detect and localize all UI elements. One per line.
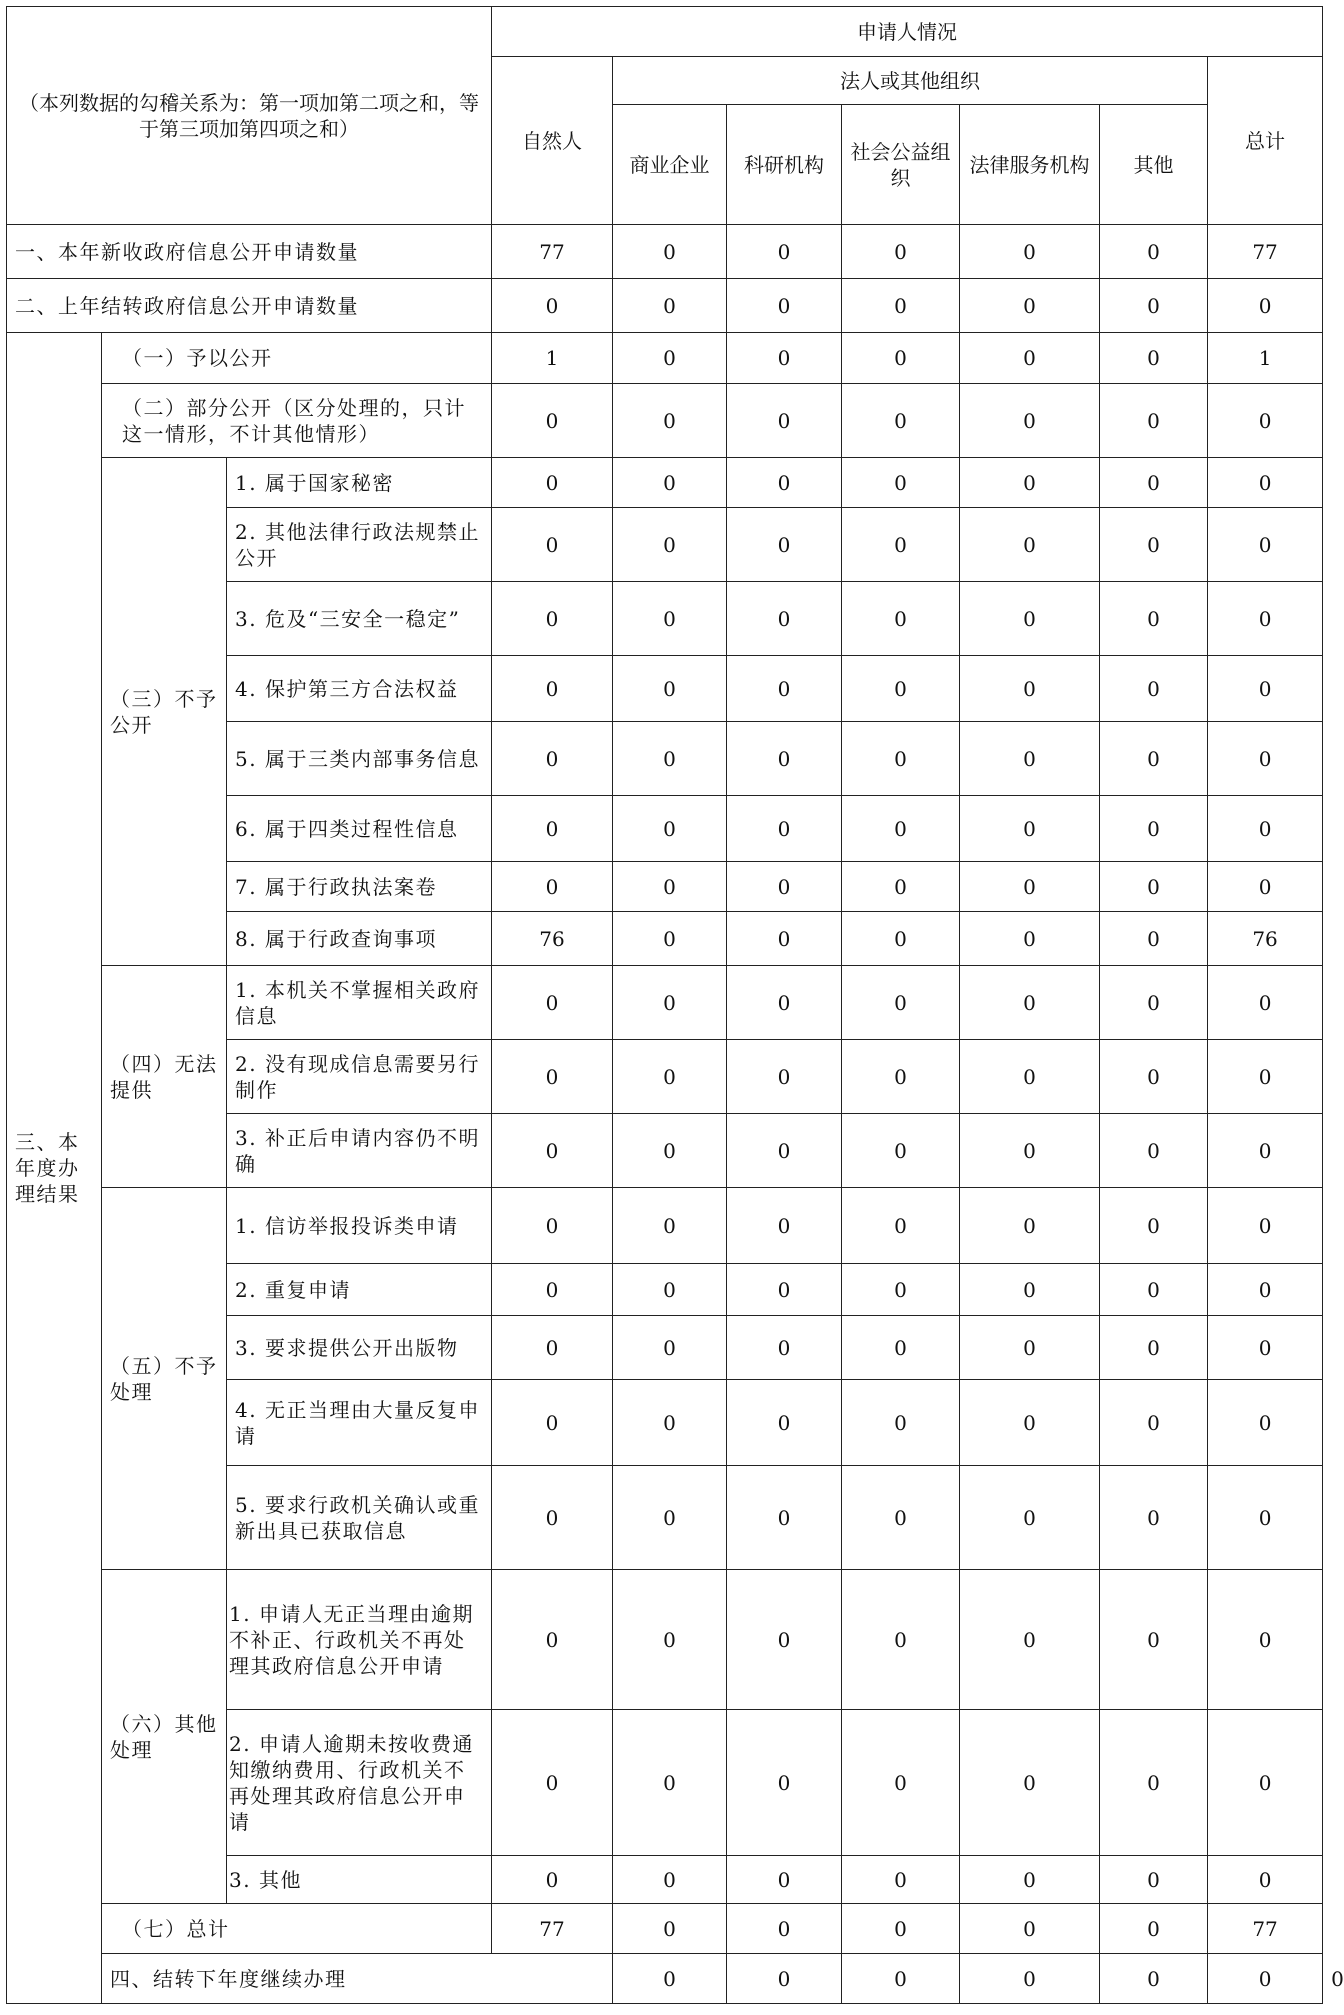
value-cell: 0 (727, 912, 842, 966)
value-cell: 0 (727, 458, 842, 508)
row-label: （一）予以公开 (102, 333, 492, 384)
value-cell: 0 (1100, 796, 1208, 862)
row-label: 2. 没有现成信息需要另行制作 (227, 1040, 492, 1114)
value-cell: 0 (492, 1570, 613, 1710)
row-label: 四、结转下年度继续办理 (102, 1954, 613, 2004)
value-cell: 0 (960, 722, 1100, 796)
value-cell: 0 (842, 225, 960, 279)
value-cell: 0 (727, 966, 842, 1040)
row-label: 2. 重复申请 (227, 1264, 492, 1316)
value-cell: 0 (613, 1856, 727, 1904)
value-cell: 77 (492, 1904, 613, 1954)
value-cell: 0 (1208, 1856, 1323, 1904)
value-cell: 0 (1100, 722, 1208, 796)
value-cell: 0 (960, 1188, 1100, 1264)
value-cell: 0 (842, 458, 960, 508)
header-commercial: 商业企业 (613, 105, 727, 225)
value-cell: 0 (960, 1570, 1100, 1710)
value-cell: 0 (613, 1380, 727, 1466)
value-cell: 0 (1100, 966, 1208, 1040)
value-cell: 0 (1100, 279, 1208, 333)
value-cell: 0 (1208, 508, 1323, 582)
value-cell: 0 (1100, 1114, 1208, 1188)
table-row (7, 333, 1323, 384)
row-label: 1. 信访举报投诉类申请 (227, 1188, 492, 1264)
value-cell: 0 (613, 333, 727, 384)
value-cell: 0 (1208, 1710, 1323, 1856)
value-cell: 0 (842, 582, 960, 656)
header-research: 科研机构 (727, 105, 842, 225)
value-cell: 0 (842, 333, 960, 384)
group-annual-result: 三、本年度办理结果 (7, 333, 102, 2004)
group-cannot-provide: （四）无法提供 (102, 966, 227, 1188)
value-cell: 0 (960, 966, 1100, 1040)
value-cell: 0 (1208, 1040, 1323, 1114)
value-cell: 0 (1100, 1380, 1208, 1466)
value-cell: 0 (613, 1710, 727, 1856)
value-cell: 0 (1208, 862, 1323, 912)
value-cell: 0 (492, 1710, 613, 1856)
value-cell: 0 (1208, 656, 1323, 722)
value-cell: 0 (613, 458, 727, 508)
value-cell: 77 (1208, 1904, 1323, 1954)
value-cell: 0 (842, 1264, 960, 1316)
value-cell: 0 (727, 384, 842, 458)
value-cell: 0 (842, 1114, 960, 1188)
value-cell: 0 (1100, 384, 1208, 458)
value-cell: 0 (842, 1710, 960, 1856)
value-cell: 0 (1208, 722, 1323, 796)
value-cell: 0 (727, 1904, 842, 1954)
value-cell: 0 (613, 656, 727, 722)
value-cell: 0 (492, 1040, 613, 1114)
value-cell: 0 (1208, 1466, 1323, 1570)
value-cell: 0 (1208, 1380, 1323, 1466)
value-cell: 0 (842, 1466, 960, 1570)
value-cell: 0 (613, 966, 727, 1040)
value-cell: 0 (613, 1188, 727, 1264)
value-cell: 0 (492, 508, 613, 582)
value-cell: 0 (1100, 656, 1208, 722)
value-cell: 0 (727, 225, 842, 279)
table-row (7, 1904, 1323, 1954)
value-cell: 0 (492, 1264, 613, 1316)
value-cell: 0 (727, 333, 842, 384)
value-cell: 0 (1208, 1570, 1323, 1710)
row-label: 一、本年新收政府信息公开申请数量 (7, 225, 492, 279)
value-cell: 0 (1100, 582, 1208, 656)
value-cell: 0 (960, 862, 1100, 912)
value-cell: 0 (727, 1954, 842, 2004)
table-row (7, 225, 1323, 279)
value-cell: 0 (492, 966, 613, 1040)
value-cell: 0 (842, 1188, 960, 1264)
value-cell: 0 (960, 1954, 1100, 2004)
value-cell: 0 (960, 1904, 1100, 1954)
value-cell: 0 (613, 1114, 727, 1188)
value-cell: 0 (842, 862, 960, 912)
header-row-1 (7, 7, 1323, 57)
value-cell: 0 (842, 722, 960, 796)
value-cell: 0 (842, 1380, 960, 1466)
value-cell: 0 (1100, 1954, 1208, 2004)
value-cell: 0 (492, 1188, 613, 1264)
value-cell: 0 (613, 1904, 727, 1954)
value-cell: 0 (842, 1570, 960, 1710)
group-not-disclosed: （三）不予公开 (102, 458, 227, 966)
value-cell: 0 (613, 862, 727, 912)
value-cell: 0 (492, 722, 613, 796)
value-cell: 77 (492, 225, 613, 279)
value-cell: 0 (842, 796, 960, 862)
value-cell: 0 (492, 582, 613, 656)
header-public-welfare: 社会公益组织 (842, 105, 960, 225)
value-cell: 0 (613, 722, 727, 796)
value-cell: 0 (727, 722, 842, 796)
value-cell: 0 (492, 279, 613, 333)
value-cell: 0 (960, 1856, 1100, 1904)
row-label: 3. 其他 (227, 1856, 492, 1904)
statistics-table (6, 6, 1344, 2004)
value-cell: 0 (960, 333, 1100, 384)
row-label: 二、上年结转政府信息公开申请数量 (7, 279, 492, 333)
header-total: 总计 (1208, 57, 1323, 225)
value-cell: 0 (727, 796, 842, 862)
group-not-processed: （五）不予处理 (102, 1188, 227, 1570)
value-cell: 0 (727, 656, 842, 722)
value-cell: 0 (960, 1380, 1100, 1466)
value-cell: 0 (613, 1316, 727, 1380)
value-cell: 0 (960, 1316, 1100, 1380)
row-label: 7. 属于行政执法案卷 (227, 862, 492, 912)
row-label: 1. 属于国家秘密 (227, 458, 492, 508)
value-cell: 0 (727, 1570, 842, 1710)
row-label: 1. 本机关不掌握相关政府信息 (227, 966, 492, 1040)
value-cell: 0 (960, 384, 1100, 458)
value-cell: 0 (492, 862, 613, 912)
value-cell: 0 (1100, 333, 1208, 384)
value-cell: 0 (1208, 279, 1323, 333)
table-row (7, 1570, 1323, 1710)
value-cell: 0 (1100, 912, 1208, 966)
value-cell: 0 (842, 508, 960, 582)
value-cell: 0 (842, 912, 960, 966)
value-cell: 0 (1208, 582, 1323, 656)
value-cell: 0 (960, 582, 1100, 656)
value-cell: 0 (492, 384, 613, 458)
value-cell: 0 (613, 1466, 727, 1570)
value-cell: 0 (842, 966, 960, 1040)
table-row (7, 1188, 1323, 1264)
header-natural-person: 自然人 (492, 57, 613, 225)
value-cell: 0 (1100, 1856, 1208, 1904)
value-cell: 0 (492, 1114, 613, 1188)
value-cell: 0 (613, 1264, 727, 1316)
value-cell: 0 (960, 912, 1100, 966)
value-cell: 0 (960, 656, 1100, 722)
value-cell: 0 (1100, 1904, 1208, 1954)
value-cell: 1 (492, 333, 613, 384)
header-legal-service: 法律服务机构 (960, 105, 1100, 225)
row-label: 5. 要求行政机关确认或重新出具已获取信息 (227, 1466, 492, 1570)
group-other-processing: （六）其他处理 (102, 1570, 227, 1904)
value-cell: 0 (727, 582, 842, 656)
value-cell: 0 (1100, 1040, 1208, 1114)
value-cell: 0 (960, 458, 1100, 508)
value-cell: 0 (613, 384, 727, 458)
value-cell: 0 (727, 279, 842, 333)
value-cell: 0 (727, 1114, 842, 1188)
value-cell: 0 (727, 1316, 842, 1380)
value-cell: 0 (492, 656, 613, 722)
value-cell: 0 (1100, 1570, 1208, 1710)
row-label: 3. 危及“三安全一稳定” (227, 582, 492, 656)
value-cell: 0 (842, 1904, 960, 1954)
row-label: 1. 申请人无正当理由逾期不补正、行政机关不再处理其政府信息公开申请 (227, 1570, 492, 1710)
value-cell: 0 (1208, 1264, 1323, 1316)
value-cell: 0 (1208, 1316, 1323, 1380)
value-cell: 0 (960, 225, 1100, 279)
value-cell: 0 (492, 1380, 613, 1466)
value-cell: 0 (842, 1316, 960, 1380)
value-cell: 0 (727, 1466, 842, 1570)
header-other: 其他 (1100, 105, 1208, 225)
value-cell: 0 (492, 1316, 613, 1380)
value-cell: 0 (1100, 1466, 1208, 1570)
value-cell: 0 (492, 1856, 613, 1904)
row-label: 2. 申请人逾期未按收费通知缴纳费用、行政机关不再处理其政府信息公开申请 (227, 1710, 492, 1856)
value-cell: 0 (727, 1040, 842, 1114)
value-cell: 0 (842, 656, 960, 722)
value-cell: 0 (1100, 508, 1208, 582)
value-cell: 0 (1208, 796, 1323, 862)
value-cell: 0 (727, 1264, 842, 1316)
row-label: 4. 无正当理由大量反复申请 (227, 1380, 492, 1466)
value-cell: 0 (1208, 966, 1323, 1040)
row-label: 2. 其他法律行政法规禁止公开 (227, 508, 492, 582)
value-cell: 0 (727, 1188, 842, 1264)
row-label: 3. 要求提供公开出版物 (227, 1316, 492, 1380)
row-label: （七）总计 (102, 1904, 492, 1954)
value-cell: 0 (613, 225, 727, 279)
value-cell: 0 (1100, 1316, 1208, 1380)
value-cell: 0 (492, 796, 613, 862)
value-cell: 0 (960, 1466, 1100, 1570)
value-cell: 0 (960, 279, 1100, 333)
value-cell: 0 (1208, 458, 1323, 508)
value-cell: 0 (960, 508, 1100, 582)
table-row: 四、结转下年度继续办理 0 0 0 0 0 0 0 (7, 1954, 1323, 2004)
table-row (7, 384, 1323, 458)
value-cell: 77 (1208, 225, 1323, 279)
value-cell: 0 (492, 1466, 613, 1570)
header-note: （本列数据的勾稽关系为：第一项加第二项之和，等于第三项加第四项之和） (7, 7, 492, 225)
table-row (7, 458, 1323, 508)
value-cell: 0 (613, 582, 727, 656)
row-label: 4. 保护第三方合法权益 (227, 656, 492, 722)
header-legal-org: 法人或其他组织 (613, 57, 1208, 105)
value-cell: 0 (842, 1856, 960, 1904)
value-cell: 0 (960, 1040, 1100, 1114)
value-cell: 0 (1100, 862, 1208, 912)
value-cell: 0 (1208, 1114, 1323, 1188)
value-cell: 0 (1100, 1188, 1208, 1264)
value-cell: 0 (960, 796, 1100, 862)
value-cell: 0 (492, 458, 613, 508)
value-cell: 0 (727, 1710, 842, 1856)
value-cell: 0 (613, 279, 727, 333)
value-cell: 0 (1100, 225, 1208, 279)
value-cell: 0 (960, 1710, 1100, 1856)
value-cell: 0 (727, 1380, 842, 1466)
table-row (7, 279, 1323, 333)
value-cell: 0 (1208, 384, 1323, 458)
value-cell: 0 (842, 1954, 960, 2004)
value-cell: 0 (613, 1954, 727, 2004)
value-cell: 0 (613, 1570, 727, 1710)
value-cell: 0 (613, 796, 727, 862)
value-cell: 0 (960, 1114, 1100, 1188)
row-label: 3. 补正后申请内容仍不明确 (227, 1114, 492, 1188)
value-cell: 0 (842, 384, 960, 458)
header-applicant: 申请人情况 (492, 7, 1323, 57)
value-cell: 0 (727, 862, 842, 912)
value-cell: 1 (1208, 333, 1323, 384)
row-label: 8. 属于行政查询事项 (227, 912, 492, 966)
row-label: （二）部分公开（区分处理的，只计这一情形，不计其他情形） (102, 384, 492, 458)
value-cell: 0 (613, 1040, 727, 1114)
row-label: 6. 属于四类过程性信息 (227, 796, 492, 862)
value-cell: 0 (613, 912, 727, 966)
value-cell: 0 (1208, 1188, 1323, 1264)
value-cell: 0 (613, 508, 727, 582)
value-cell: 0 (1100, 1710, 1208, 1856)
value-cell: 76 (1208, 912, 1323, 966)
value-cell: 0 (842, 1040, 960, 1114)
value-cell: 0 (727, 1856, 842, 1904)
value-cell: 0 (1100, 458, 1208, 508)
value-cell: 0 (960, 1264, 1100, 1316)
table-row (7, 966, 1323, 1040)
value-cell: 0 (727, 508, 842, 582)
value-cell: 0 (842, 279, 960, 333)
value-cell: 76 (492, 912, 613, 966)
value-cell: 0 (1100, 1264, 1208, 1316)
value-cell: 0 (1208, 1954, 1323, 2004)
row-label: 5. 属于三类内部事务信息 (227, 722, 492, 796)
